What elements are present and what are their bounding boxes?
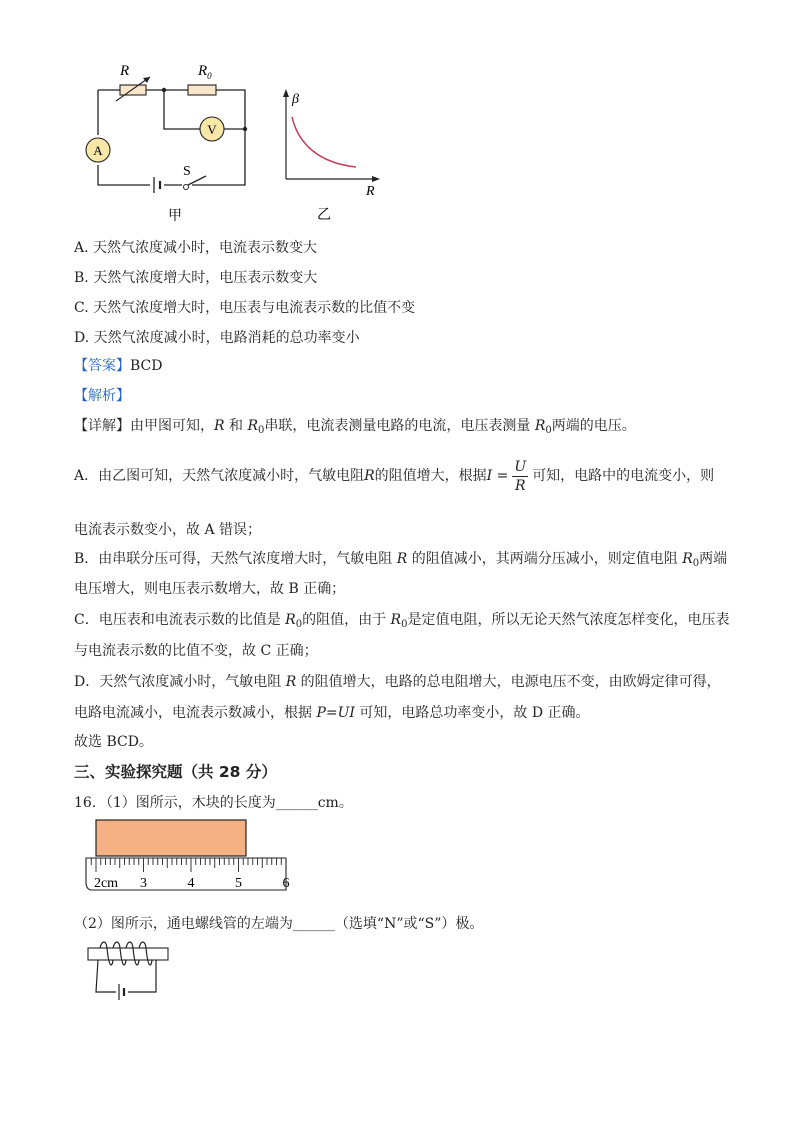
part-b-line1: B．由串联分压可得，天然气浓度增大时，气敏电阻 R 的阻值减小，其两端分压减小，则定值电阻 $R_0$两端: [74, 551, 728, 569]
ruler-label: 4: [187, 876, 195, 891]
part-a-line1: A．由乙图可知，天然气浓度减小时，气敏电阻R的阻值增大，根据I = $\frac{U}{R}$ 可知，电路中的电流变小，则: [74, 446, 714, 495]
part-d-line2: 电路电流减小，电流表示数减小，根据 P=UI 可知，电路总功率变小，故 D 正确。: [74, 705, 590, 721]
switch-label: S: [183, 164, 191, 179]
circuit-diagram-jia: [80, 55, 260, 225]
option-d: D. 天然气浓度减小时，电路消耗的总功率变小: [74, 330, 360, 346]
solenoid-figure: [86, 940, 178, 1010]
ruler-label: 5: [235, 876, 242, 891]
graph-yi: [278, 85, 388, 225]
part-b-line2: 电压增大，则电压表示数增大，故 B 正确；: [74, 581, 346, 597]
solenoid-core: [88, 948, 168, 960]
label-r0: $R_0$: [198, 63, 212, 81]
label-r: R: [120, 63, 130, 79]
option-a: A. 天然气浓度减小时，电流表示数变大: [74, 240, 318, 256]
answer-value: BCD: [130, 358, 163, 374]
part-c-line2: 与电流表示数的比值不变，故 C 正确；: [74, 643, 318, 659]
graph-y-label: β: [292, 92, 299, 107]
conclusion: 故选 BCD。: [74, 734, 153, 750]
part-a-line2: 电流表示数变小，故 A 错误；: [74, 522, 262, 538]
detail-line: 【详解】由甲图可知，R 和 $R_0$串联，电流表测量电路的电流，电压表测量 $R_0$两端的电压。: [74, 418, 636, 436]
formula-lhs: I =: [486, 468, 509, 484]
answer-line: [74, 356, 162, 376]
answer-tag: 【答案】: [74, 358, 130, 374]
variable-resistor: [120, 85, 146, 95]
graph-x-label: R: [366, 184, 375, 199]
option-c: C. 天然气浓度增大时，电压表与电流表示数的比值不变: [74, 300, 416, 316]
question-16-part-2: （2）图所示，通电螺线管的左端为______（选填“N”或“S”）极。: [74, 916, 484, 932]
ruler-label: 6: [282, 876, 290, 891]
question-16-part-1: 16．（1）图所示，木块的长度为______cm。: [74, 795, 353, 811]
figure-label-yi: 乙: [317, 208, 331, 223]
analysis-tag: 【解析】: [74, 388, 130, 404]
graph-curve: [292, 117, 356, 167]
ammeter-label: A: [93, 143, 103, 158]
voltmeter-label: V: [207, 122, 217, 137]
wooden-block: [96, 820, 246, 856]
section-heading: 三、实验探究题（共 28 分）: [74, 763, 277, 781]
fixed-resistor: [188, 85, 216, 95]
formula-fraction: $\frac{U}{R}$: [514, 458, 527, 494]
figure-label-jia: 甲: [168, 209, 182, 224]
option-b: B. 天然气浓度增大时，电压表示数变大: [74, 270, 318, 286]
ruler-figure: [84, 818, 296, 900]
part-c-line1: C．电压表和电流表示数的比值是 $R_0$的阻值，由于 $R_0$是定值电阻，所以无论天然气浓度怎样变化，电压表: [74, 612, 730, 630]
part-d-line1: D．天然气浓度减小时，气敏电阻 R 的阻值增大，电路的总电阻增大，电源电压不变，由欧姆定律可得，: [74, 674, 721, 690]
ruler-label: 2cm: [93, 876, 119, 891]
ruler-label: 3: [140, 876, 147, 891]
